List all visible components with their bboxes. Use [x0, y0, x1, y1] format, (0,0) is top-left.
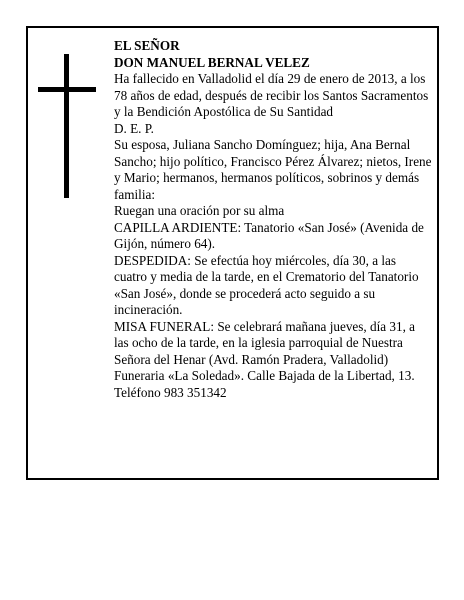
- family-list: Su esposa, Juliana Sancho Domínguez; hija, Ana Bernal Sancho; hijo político, Francisco Pérez Álvarez; nietos, Irene y Mario; hermanos, hermanos políticos, sobrinos y demás familia:: [114, 137, 432, 202]
- heading-title: EL SEÑOR: [114, 38, 180, 53]
- chapel-info: CAPILLA ARDIENTE: Tanatorio «San José» (Avenida de Gijón, número 64).: [114, 219, 424, 251]
- phone-number: Teléfono 983 351342: [114, 384, 227, 400]
- cross-vertical-bar: [64, 54, 69, 198]
- funeral-home-info: Funeraria «La Soledad». Calle Bajada de la Libertad, 13.: [114, 368, 415, 383]
- latin-cross-icon: [38, 54, 96, 198]
- cross-horizontal-bar: [38, 87, 96, 92]
- deceased-name: DON MANUEL BERNAL VELEZ: [114, 54, 310, 70]
- funeral-mass-info: MISA FUNERAL: Se celebrará mañana jueves, día 31, a las ocho de la tarde, en la iglesia parroquial de Nuestra Señora del Henar (Avd. Ramón Pradera, Valladolid): [114, 318, 416, 367]
- death-announcement: Ha fallecido en Valladolid el día 29 de enero de 2013, a los 78 años de edad, después de recibir los Santos Sacramentos y la Bendición Apostólica de Su Santidad: [114, 71, 429, 119]
- obituary-text: [114, 38, 432, 401]
- rip-line: D. E. P.: [114, 120, 154, 136]
- farewell-info: DESPEDIDA: Se efectúa hoy miércoles, día 30, a las cuatro y media de la tarde, en el Crematorio del Tanatorio «San José», donde se procederá acto seguido a su incineración.: [114, 252, 419, 317]
- prayer-request: Ruegan una oración por su alma: [114, 203, 285, 218]
